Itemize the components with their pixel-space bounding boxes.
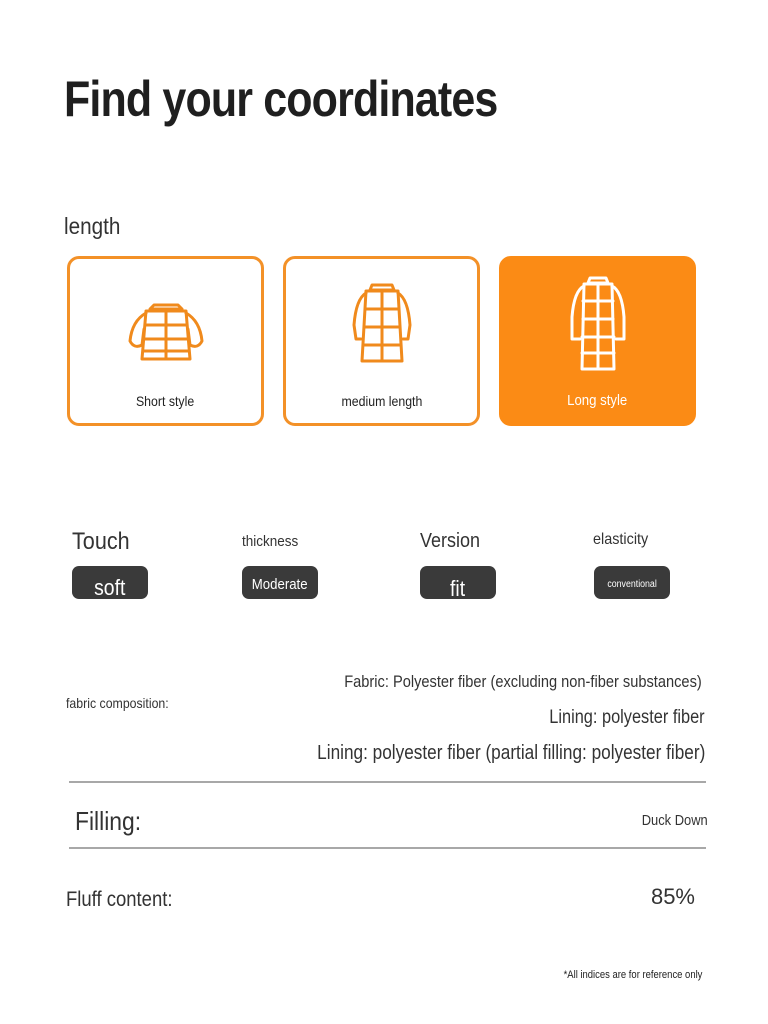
length-section-label: length (64, 213, 121, 239)
fluff-content-label: Fluff content: (66, 888, 173, 911)
page-title: Find your coordinates (64, 71, 498, 127)
footnote: *All indices are for reference only (563, 969, 702, 981)
divider (69, 847, 706, 849)
fluff-content-value: 85% (650, 884, 695, 909)
length-option-medium[interactable] (283, 256, 480, 426)
long-coat-icon (568, 275, 628, 373)
short-jacket-icon (124, 299, 208, 365)
attribute-value-badge: Moderate (242, 566, 318, 599)
filling-value: Duck Down (642, 812, 708, 829)
attribute-value-badge: soft (72, 566, 148, 599)
divider (69, 781, 706, 783)
attribute-value-badge: conventional (594, 566, 670, 599)
composition-line: Lining: polyester fiber (partial filling: polyester fiber) (316, 742, 705, 764)
attribute-title: elasticity (593, 531, 649, 548)
composition-line: Lining: polyester fiber (549, 707, 705, 728)
length-option-label: Long style (567, 392, 628, 409)
attribute-title: Version (420, 530, 481, 552)
fabric-composition-label: fabric composition: (66, 695, 169, 711)
attribute-value-badge: fit (420, 566, 496, 599)
composition-line: Fabric: Polyester fiber (excluding non-fiber substances) (344, 672, 702, 691)
length-option-long[interactable] (499, 256, 696, 426)
attribute-title: thickness (242, 533, 299, 550)
length-option-label: medium length (341, 393, 422, 409)
attribute-title: Touch (72, 528, 130, 555)
length-option-label: Short style (136, 393, 195, 409)
medium-jacket-icon (350, 281, 414, 365)
length-option-short[interactable] (67, 256, 264, 426)
filling-label: Filling: (75, 806, 142, 836)
